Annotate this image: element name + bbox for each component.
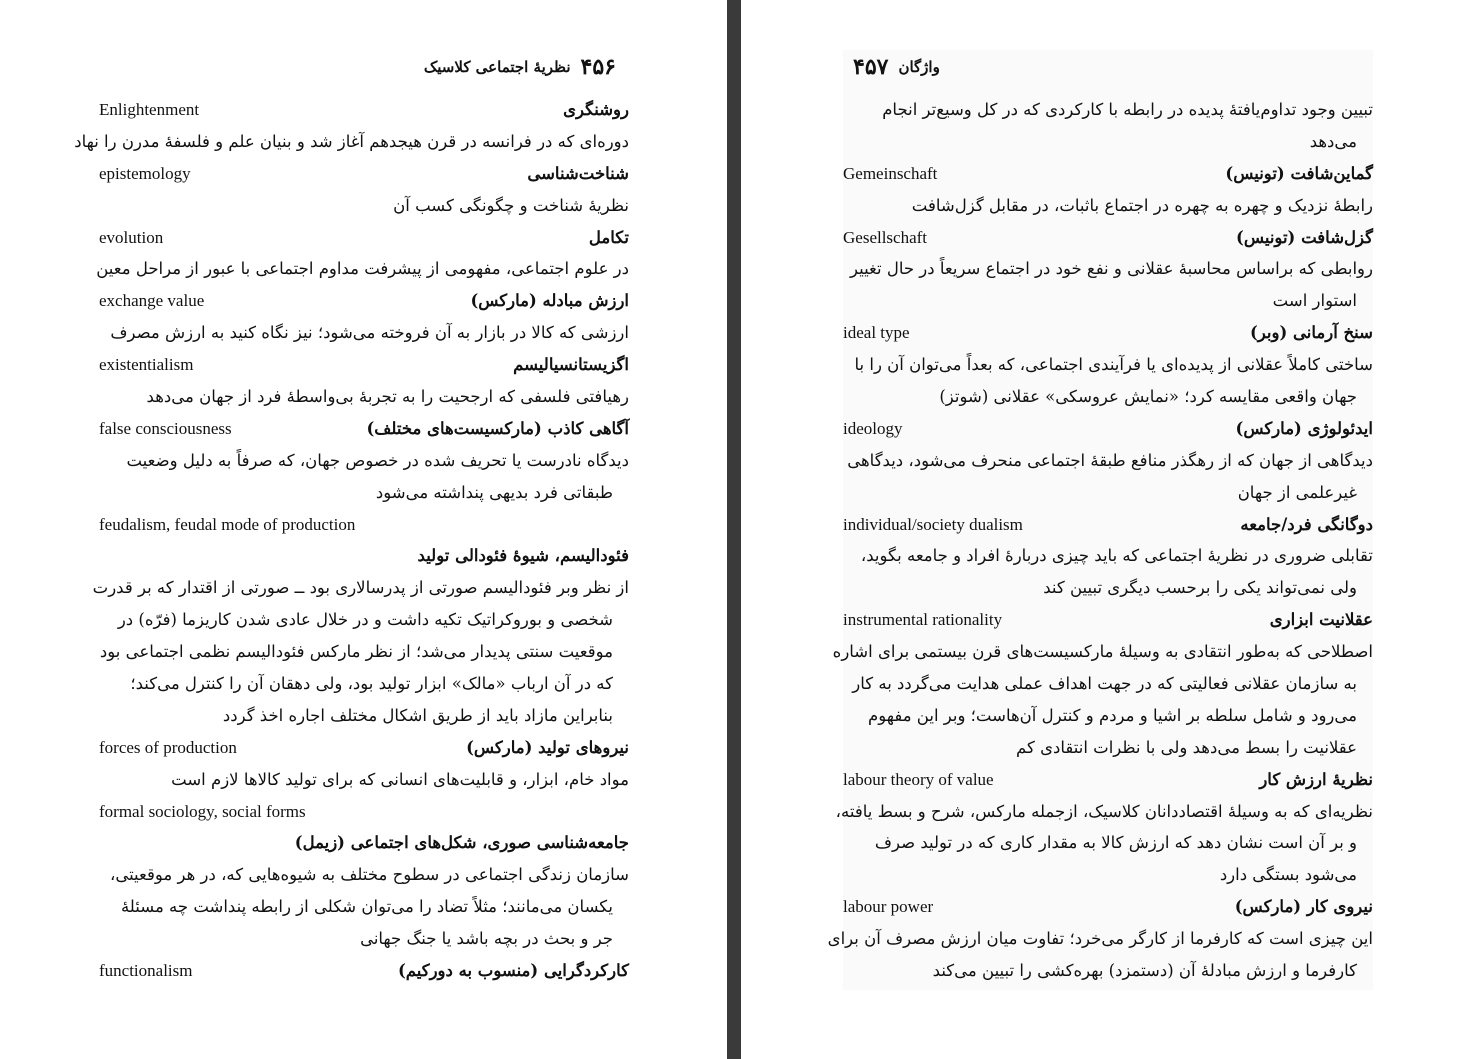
glossary-entry [843, 319, 1373, 351]
definition-continuation [843, 479, 1373, 511]
book-spine-divider [727, 0, 741, 1059]
glossary-entry [99, 96, 629, 128]
definition-continuation [843, 287, 1373, 319]
glossary-entry [843, 224, 1373, 256]
running-title: نظریهٔ اجتماعی کلاسیک [423, 58, 571, 76]
persian-term: ایدئولوژی (مارکس) [1235, 418, 1373, 438]
definition-line: جر و بحث در بچه باشد یا جنگ جهانی [360, 929, 613, 949]
english-term: individual/society dualism [843, 514, 1023, 534]
glossary-entry [99, 287, 629, 319]
running-title: واژگان [898, 58, 940, 76]
definition-continuation [99, 606, 629, 638]
definition-line: به سازمان عقلانی فعالیتی که در جهت اهداف عملی هدایت می‌گردد به کار [852, 674, 1357, 694]
english-term: ideology [843, 418, 903, 438]
english-term: feudalism, feudal mode of production [99, 514, 356, 534]
glossary-entry [99, 415, 629, 447]
english-term: epistemology [99, 163, 191, 183]
english-term: ideal type [843, 323, 910, 343]
definition-text [827, 925, 1373, 957]
definition-line: از نظر وبر فئودالیسم صورتی از پدرسالاری بود ــ صورتی از اقتدار که بر قدرت [92, 578, 629, 598]
definition-line: روابطی که براساس محاسبهٔ عقلانی و نفع خود در اجتماع سریعاً در حال تغییر [849, 259, 1373, 279]
definition-line: تبیین وجود تداوم‌یافتهٔ پدیده در رابطه با کارکردی که در کل وسیع‌تر انجام [882, 100, 1373, 119]
definition-line: ارزشی که کالا در بازار به آن فروخته می‌شود؛ نیز نگاه کنید به ارزش مصرف [110, 323, 629, 343]
persian-term: گزل‌شافت (تونیس) [1236, 227, 1373, 247]
definition-continuation [99, 670, 629, 702]
english-term: Gesellschaft [843, 227, 928, 247]
english-term: exchange value [99, 291, 205, 311]
english-term: functionalism [99, 961, 193, 981]
definition-line: نظریهٔ شناخت و چگونگی کسب آن [393, 195, 629, 215]
english-term: labour theory of value [843, 769, 994, 789]
persian-term: گماین‌شافت (تونیس) [1225, 163, 1373, 183]
definition-line: این چیزی است که کارفرما از کارگر می‌خرد؛ تفاوت میان ارزش مصرف آن برای [827, 929, 1373, 949]
definition-continuation [99, 479, 629, 511]
definition-line: ساختی کاملاً عقلانی از پدیده‌ای یا فرآیندی اجتماعی، که بعداً می‌توان آن را با [854, 355, 1373, 375]
english-term: evolution [99, 227, 164, 247]
glossary-entry [99, 351, 629, 383]
persian-term: فئودالیسم، شیوهٔ فئودالی تولید [417, 546, 629, 566]
definition-continuation [99, 638, 629, 670]
definition-text [843, 447, 1373, 479]
definition-continuation [843, 574, 1373, 606]
definition-line: نظریه‌ای که به وسیلهٔ اقتصاددانان کلاسیک، ازجمله مارکس، شرح و بسط یافته، [835, 801, 1373, 821]
definition-line: دیدگاهی از جهان که از رهگذر منافع طبقهٔ اجتماعی منحرف می‌شود، دیدگاهی [847, 450, 1373, 470]
persian-term: تکامل [588, 227, 629, 247]
definition-continuation [843, 702, 1373, 734]
definition-line: تقابلی ضروری در نظریهٔ اجتماعی که باید چیزی دربارهٔ افراد و جامعه بگوید، [860, 546, 1373, 566]
definition-text [99, 192, 629, 224]
definition-line: عقلانیت را بسط می‌دهد ولی با نظرات انتقادی کم [1016, 737, 1357, 757]
page-header [843, 52, 940, 82]
definition-continuation [843, 670, 1373, 702]
definition-line: رهیافتی فلسفی که ارجحیت را به تجربهٔ بی‌واسطهٔ فرد از جهان می‌دهد [146, 387, 629, 407]
definition-line: می‌دهد [1309, 131, 1357, 151]
definition-line: شخصی و بوروکراتیک تکیه داشت و در خلال عادی شدن کاریزما (فرّه) در [117, 610, 613, 630]
definition-continuation [843, 861, 1373, 893]
definition-line: دیدگاه نادرست یا تحریف شده در خصوص جهان، که صرفاً به دلیل وضعیت [126, 450, 629, 470]
definition-text [843, 96, 1373, 128]
definition-text [843, 351, 1373, 383]
definition-text [96, 255, 629, 287]
glossary-entry [99, 542, 629, 574]
page-number: ۴۵۶ [580, 54, 616, 80]
definition-line: جهان واقعی مقایسه کرد؛ «نمایش عروسکی» عقلانی (شوتز) [939, 387, 1357, 407]
persian-term: نظریهٔ ارزش کار [1259, 769, 1373, 789]
english-term: false consciousness [99, 418, 232, 438]
definition-text [835, 798, 1373, 830]
persian-term: آگاهی کاذب (مارکسیست‌های مختلف) [366, 418, 629, 438]
definition-continuation [843, 734, 1373, 766]
definition-line: طبقاتی فرد بدیهی پنداشته می‌شود [375, 482, 613, 502]
definition-text [99, 861, 629, 893]
glossary-entry [99, 160, 629, 192]
glossary-entry [843, 415, 1373, 447]
definition-text [74, 128, 629, 160]
definition-line: مواد خام، ابزار، و قابلیت‌های انسانی که برای تولید کالاها لازم است [171, 769, 629, 789]
definition-line: یکسان می‌مانند؛ مثلاً تضاد را می‌توان شکلی از رابطه پنداشت چه مسئلهٔ [120, 897, 613, 917]
definition-continuation [843, 829, 1373, 861]
definition-line: که در آن ارباب «مالک» ابزار تولید بود، ولی دهقان آن را کنترل می‌کند؛ [130, 674, 613, 694]
page-header [424, 52, 626, 82]
glossary-entry [99, 734, 629, 766]
definition-continuation [843, 128, 1373, 160]
left-page [0, 0, 727, 1059]
definition-text [832, 638, 1373, 670]
glossary-entry [843, 893, 1373, 925]
persian-term: نیروی کار (مارکس) [1234, 897, 1373, 917]
persian-term: عقلانیت ابزاری [1269, 610, 1373, 630]
definition-line: غیرعلمی از جهان [1237, 482, 1357, 502]
definition-continuation [843, 383, 1373, 415]
definition-text [99, 766, 629, 798]
persian-term: روشنگری [563, 100, 629, 119]
english-term: Gemeinschaft [843, 163, 938, 183]
persian-term: ارزش مبادله (مارکس) [470, 291, 629, 311]
english-term: forces of production [99, 737, 237, 757]
persian-term: نیروهای تولید (مارکس) [466, 737, 629, 757]
definition-line: و بر آن است نشان دهد که ارزش کالا به مقدار کاری که در تولید صرف [874, 833, 1357, 853]
persian-term: جامعه‌شناسی صوری، شکل‌های اجتماعی (زیمل) [294, 833, 629, 853]
english-term: instrumental rationality [843, 610, 1003, 630]
glossary-entry [843, 160, 1373, 192]
definition-line: ولی نمی‌تواند یکی را برحسب دیگری تبیین کند [1043, 578, 1357, 598]
definition-line: دوره‌ای که در فرانسه در قرن هیجدهم آغاز شد و بنیان علم و فلسفهٔ مدرن را نهاد [74, 131, 629, 151]
glossary-column [74, 96, 629, 989]
glossary-entry [99, 957, 629, 989]
english-term: Enlightenment [99, 100, 200, 119]
definition-text [843, 255, 1373, 287]
definition-text [99, 447, 629, 479]
definition-line: بنابراین مازاد باید از طریق اشکال مختلف اجاره اخذ گردد [222, 705, 613, 725]
persian-term: سنخ آرمانی (وبر) [1250, 323, 1373, 343]
definition-line: می‌رود و شامل سلطه بر اشیا و مردم و کنترل آن‌هاست؛ وبر این مفهوم [868, 705, 1357, 725]
english-term: existentialism [99, 355, 194, 375]
definition-text [99, 319, 629, 351]
persian-term: اگزیستانسیالیسم [513, 355, 629, 375]
definition-line: سازمان زندگی اجتماعی در سطوح مختلف به شیوه‌هایی که، در هر موقعیتی، [110, 865, 629, 885]
english-term: formal sociology, social forms [99, 801, 306, 821]
definition-line: می‌شود بستگی دارد [1219, 865, 1357, 885]
definition-line: رابطهٔ نزدیک و چهره به چهره در اجتماع باثبات، در مقابل گزل‌شافت [911, 195, 1373, 215]
page-number: ۴۵۷ [853, 54, 889, 80]
definition-text [99, 383, 629, 415]
definition-line: در علوم اجتماعی، مفهومی از پیشرفت مداوم اجتماعی با عبور از مراحل معین [96, 259, 629, 279]
definition-text [92, 574, 629, 606]
definition-line: استوار است [1272, 291, 1357, 311]
glossary-entry [99, 829, 629, 861]
definition-line: موقعیت سنتی پدیدار می‌شد؛ از نظر مارکس فئودالیسم نظمی اجتماعی بود [99, 642, 613, 662]
definition-line: اصطلاحی که به‌طور انتقادی به وسیلهٔ مارکسیست‌های قرن بیستمی برای اشاره [832, 642, 1373, 662]
persian-term: دوگانگی فرد/جامعه [1240, 514, 1373, 534]
definition-text [843, 192, 1373, 224]
definition-text [843, 542, 1373, 574]
glossary-entry [843, 766, 1373, 798]
glossary-entry [843, 511, 1373, 543]
glossary-entry [99, 511, 629, 543]
persian-term: شناخت‌شناسی [527, 163, 629, 183]
persian-term: کارکردگرایی (منسوب به دورکیم) [397, 961, 629, 981]
glossary-entry [99, 798, 629, 830]
glossary-entry [99, 224, 629, 256]
definition-continuation [99, 702, 629, 734]
right-page [741, 0, 1470, 1059]
definition-continuation [843, 957, 1373, 989]
glossary-entry [843, 606, 1373, 638]
english-term: labour power [843, 897, 934, 917]
definition-continuation [99, 893, 629, 925]
definition-continuation [99, 925, 629, 957]
glossary-column [827, 96, 1373, 989]
definition-line: کارفرما و ارزش مبادلهٔ آن (دستمزد) بهره‌کشی را تبیین می‌کند [932, 961, 1357, 981]
